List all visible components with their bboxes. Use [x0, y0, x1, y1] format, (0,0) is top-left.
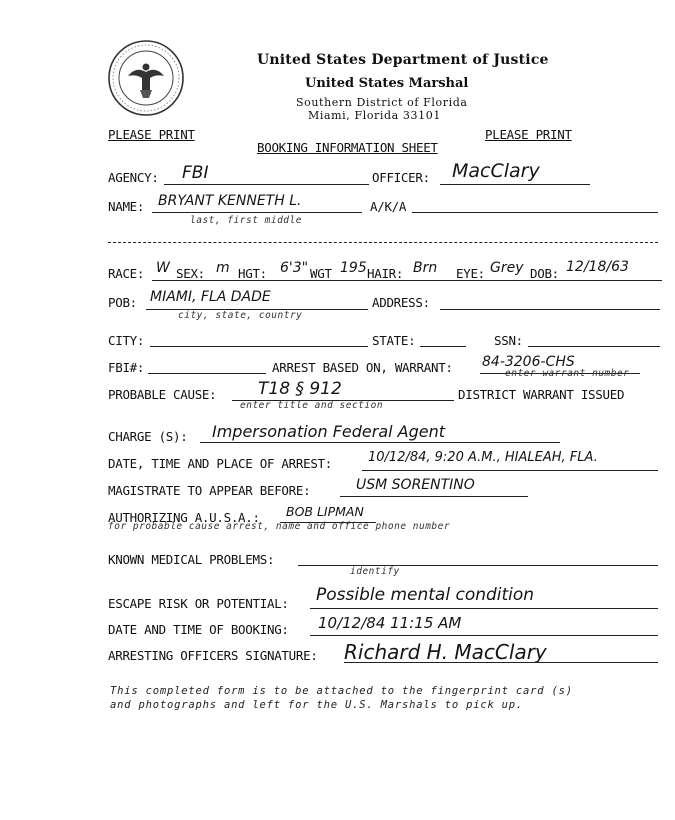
- booking-label: DATE AND TIME OF BOOKING:: [108, 622, 289, 637]
- dob-value: 12/18/63: [566, 259, 629, 275]
- escape-label: ESCAPE RISK OR POTENTIAL:: [108, 596, 289, 611]
- district-text: Southern District of Florida: [296, 96, 468, 109]
- date-time-place-line: [362, 470, 658, 471]
- agency-value: FBI: [182, 163, 209, 183]
- escape-value: Possible mental condition: [316, 585, 535, 605]
- authorizing-label: AUTHORIZING A.U.S.A.:: [108, 510, 260, 525]
- address-label: ADDRESS:: [372, 295, 430, 310]
- magistrate-line: [340, 496, 528, 497]
- hgt-value: 6'3": [280, 260, 309, 276]
- state-label: STATE:: [372, 333, 416, 348]
- date-time-place-label: DATE, TIME AND PLACE OF ARREST:: [108, 456, 332, 471]
- aka-line-2: [108, 242, 658, 243]
- pob-value: MIAMI, FLA DADE: [150, 289, 271, 305]
- arrest-based-on-label: ARREST BASED ON, WARRANT:: [272, 360, 453, 375]
- pob-hint: city, state, country: [178, 310, 303, 321]
- medical-label: KNOWN MEDICAL PROBLEMS:: [108, 552, 275, 567]
- authorizing-hint: for probable cause arrest, name and office phone number: [108, 521, 451, 532]
- name-label: NAME:: [108, 199, 145, 214]
- probable-cause-label: PROBABLE CAUSE:: [108, 387, 217, 402]
- charges-value: Impersonation Federal Agent: [212, 422, 446, 441]
- please-print-right: PLEASE PRINT: [485, 127, 572, 142]
- city-label: CITY:: [108, 333, 145, 348]
- form-title: BOOKING INFORMATION SHEET: [257, 140, 438, 155]
- name-line: [152, 212, 362, 213]
- officer-line: [440, 184, 590, 185]
- hair-value: Brn: [413, 260, 438, 276]
- hgt-label: HGT:: [238, 266, 267, 281]
- please-print-left: PLEASE PRINT: [108, 127, 195, 142]
- signature-value: Richard H. MacClary: [344, 640, 547, 664]
- warrant-value: 84-3206-CHS: [482, 354, 575, 370]
- address-line: [440, 309, 660, 310]
- aka-line: [412, 212, 658, 213]
- magistrate-label: MAGISTRATE TO APPEAR BEFORE:: [108, 483, 311, 498]
- footer-line-1: This completed form is to be attached to the fingerprint card (s): [110, 685, 573, 697]
- charges-line: [200, 442, 560, 443]
- department-title: United States Department of Justice: [257, 52, 549, 68]
- magistrate-value: USM SORENTINO: [356, 477, 475, 493]
- footer-line-2: and photographs and left for the U.S. Marshals to pick up.: [110, 699, 524, 711]
- city-line: [150, 346, 368, 347]
- agency-title: United States Marshal: [305, 76, 469, 91]
- city-zip-text: Miami, Florida 33101: [308, 109, 441, 122]
- race-line: [152, 280, 662, 281]
- signature-line: [344, 662, 658, 663]
- ssn-line: [528, 346, 660, 347]
- eye-label: EYE:: [456, 266, 485, 281]
- name-hint: last, first middle: [190, 215, 302, 226]
- fbi-label: FBI#:: [108, 360, 145, 375]
- charges-label: CHARGE (S):: [108, 429, 188, 444]
- hair-label: HAIR:: [367, 266, 404, 281]
- probable-cause-hint: enter title and section: [240, 400, 384, 411]
- wgt-label: WGT: [310, 266, 332, 281]
- date-time-place-value: 10/12/84, 9:20 A.M., HIALEAH, FLA.: [368, 450, 598, 465]
- sex-label: SEX:: [176, 266, 205, 281]
- agency-label: AGENCY:: [108, 170, 159, 185]
- booking-line: [310, 635, 658, 636]
- ssn-label: SSN:: [494, 333, 523, 348]
- officer-label: OFFICER:: [372, 170, 430, 185]
- warrant-hint: enter warrant number: [505, 368, 630, 379]
- state-line: [420, 346, 466, 347]
- fbi-line: [148, 373, 266, 374]
- dob-label: DOB:: [530, 266, 559, 281]
- aka-label: A/K/A: [370, 199, 407, 214]
- wgt-value: 195: [340, 260, 367, 276]
- escape-line: [310, 608, 658, 609]
- agency-line: [164, 184, 369, 185]
- signature-label: ARRESTING OFFICERS SIGNATURE:: [108, 648, 318, 663]
- medical-hint: identify: [350, 566, 400, 577]
- sex-value: m: [216, 260, 230, 276]
- race-value: W: [156, 260, 170, 276]
- district-warrant-label: DISTRICT WARRANT ISSUED: [458, 387, 625, 402]
- booking-value: 10/12/84 11:15 AM: [318, 614, 462, 632]
- pob-label: POB:: [108, 295, 137, 310]
- eye-value: Grey: [490, 260, 524, 276]
- name-value: BRYANT KENNETH L.: [158, 193, 302, 209]
- officer-value: MacClary: [452, 160, 540, 182]
- race-label: RACE:: [108, 266, 145, 281]
- doj-seal-icon: [106, 38, 186, 118]
- authorizing-value: BOB LIPMAN: [286, 504, 364, 519]
- probable-cause-value: T18 § 912: [258, 379, 342, 399]
